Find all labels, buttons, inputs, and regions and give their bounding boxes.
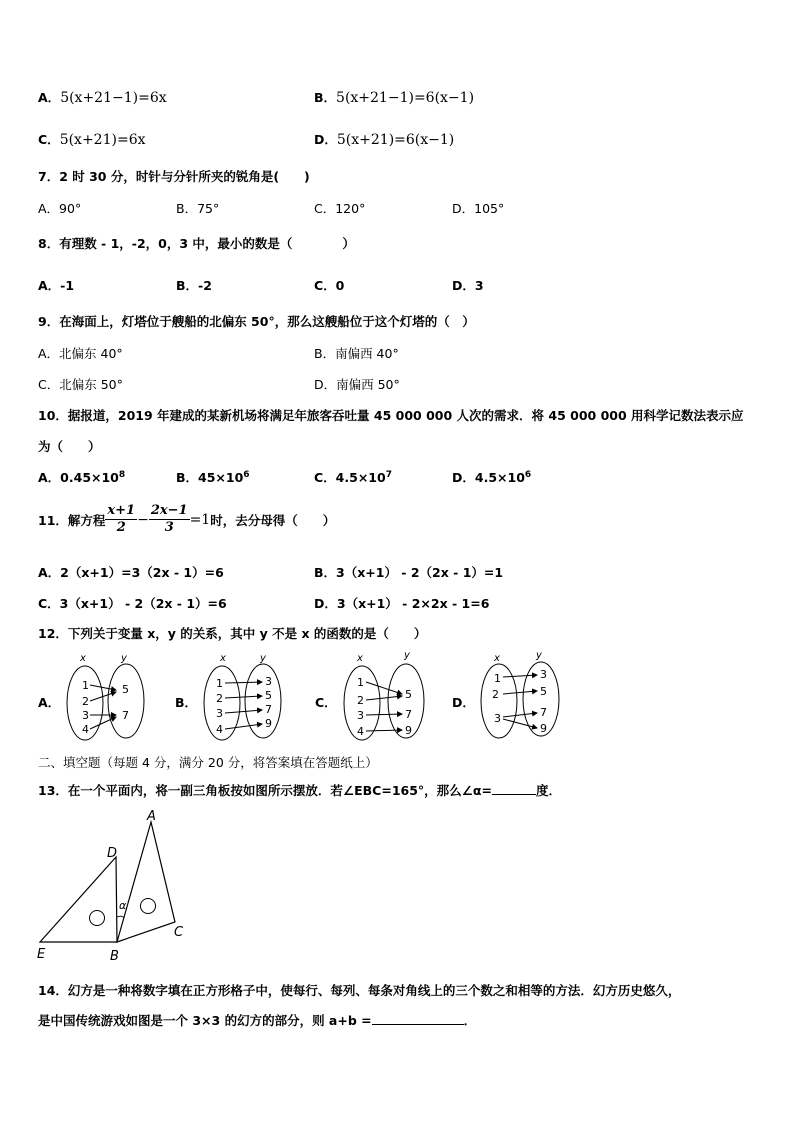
q12-option-d-label[interactable]: D． xyxy=(452,695,475,710)
q8-stem: 8．有理数 - 1，-2，0，3 中，最小的数是（ ） xyxy=(38,236,355,251)
option-label: C． xyxy=(38,132,60,147)
hole-circle xyxy=(90,911,105,926)
exponent: 7 xyxy=(385,469,392,480)
y-value: 3 xyxy=(265,675,272,688)
q13-triangle-figure xyxy=(30,805,210,965)
x-value: 1 xyxy=(494,672,501,685)
option-text: C．4.5×10 xyxy=(314,470,386,485)
y-value: 7 xyxy=(122,709,129,722)
q7-stem: 7．2 时 30 分，时针与分针所夹的锐角是( ) xyxy=(38,169,310,184)
q9-option-b[interactable]: B．南偏西 40° xyxy=(314,346,399,361)
x-value: 3 xyxy=(216,707,223,720)
q6-option-c[interactable] xyxy=(38,130,146,148)
y-value: 5 xyxy=(122,683,129,696)
hole-circle xyxy=(141,899,156,914)
x-value: 1 xyxy=(216,677,223,690)
x-value: 4 xyxy=(82,723,89,736)
option-text: A．0.45×10 xyxy=(38,470,119,485)
y-value: 3 xyxy=(540,668,547,681)
q9-stem: 9．在海面上，灯塔位于艘船的北偏东 50°，那么这艘船位于这个灯塔的（ ） xyxy=(38,314,475,329)
vertex-label-d: D xyxy=(107,846,118,861)
angle-arc xyxy=(117,916,124,918)
q12-option-c-label[interactable]: C． xyxy=(315,695,337,710)
q11-option-b[interactable]: B．3（x+1） - 2（2x - 1）=1 xyxy=(314,565,504,580)
y-value: 9 xyxy=(540,722,547,735)
angle-label-alpha: α xyxy=(119,899,127,912)
option-label: A． xyxy=(38,90,61,105)
vertex-label-e: E xyxy=(37,947,46,962)
triangle-abc xyxy=(117,822,175,942)
x-value: 3 xyxy=(357,709,364,722)
x-value: 4 xyxy=(357,725,364,738)
option-expression: 5(x+21)=6(x−1) xyxy=(336,132,455,148)
exponent: 6 xyxy=(524,469,532,480)
fraction-2 xyxy=(149,503,190,536)
exponent: 8 xyxy=(118,469,126,480)
y-value: 9 xyxy=(265,717,272,730)
vertex-label-c: C xyxy=(174,925,184,940)
q11-option-a[interactable]: A．2（x+1）=3（2x - 1）=6 xyxy=(38,565,224,580)
y-value: 7 xyxy=(540,706,547,719)
x-value: 3 xyxy=(494,712,501,725)
q10-stem-line1: 10．据报道，2019 年建成的某新机场将满足年旅客吞吐量 45 000 000 人次的需求．将 45 000 000 用科学记数法表示应 xyxy=(38,408,744,423)
answer-blank[interactable] xyxy=(492,794,536,795)
x-axis-label: x xyxy=(80,653,86,664)
q6-option-a[interactable] xyxy=(38,88,167,106)
q10-option-d[interactable] xyxy=(452,468,531,486)
q9-option-a[interactable]: A．北偏东 40° xyxy=(38,346,123,361)
x-axis-label: x xyxy=(357,653,363,664)
option-expression: 5(x+21−1)=6(x−1) xyxy=(336,90,475,106)
q13-stem xyxy=(38,781,561,799)
q12-diagram-d xyxy=(481,650,559,738)
q6-option-d[interactable] xyxy=(314,130,454,148)
y-value: 7 xyxy=(405,708,412,721)
q14-stem-line2 xyxy=(38,1011,476,1029)
q14-stem-line1: 14．幻方是一种将数字填在正方形格子中，使每行、每列、每条对角线上的三个数之和相等的方法．幻方历史悠久， xyxy=(38,983,681,998)
y-value: 5 xyxy=(405,688,412,701)
vertex-label-b: B xyxy=(110,949,119,964)
y-axis-label: y xyxy=(404,650,410,661)
q11-stem xyxy=(38,503,335,536)
x-value: 2 xyxy=(82,695,89,708)
q7-option-b[interactable]: B．75° xyxy=(176,201,220,216)
option-text: D．4.5×10 xyxy=(452,470,525,485)
q8-option-c[interactable]: C．0 xyxy=(314,278,345,293)
fraction-2-denominator: 3 xyxy=(164,520,174,535)
q13-stem-text: 13．在一个平面内，将一副三角板按如图所示摆放．若∠EBC=165°，那么∠α= xyxy=(38,783,492,798)
option-label: B． xyxy=(314,90,337,105)
q14-stem-text: 是中国传统游戏如图是一个 3×3 的幻方的部分，则 a+b = xyxy=(38,1013,372,1028)
fraction-1-denominator: 2 xyxy=(116,520,126,535)
y-value: 5 xyxy=(540,685,547,698)
q11-prefix: 11．解方程 xyxy=(38,512,106,528)
q12-diagram-a xyxy=(67,653,144,740)
vertex-label-a: A xyxy=(147,809,156,824)
y-axis-label: y xyxy=(536,650,542,661)
q13-stem-end: 度． xyxy=(535,783,561,798)
exponent: 6 xyxy=(243,469,250,480)
q14-stem-end: ． xyxy=(463,1013,477,1028)
x-value: 2 xyxy=(492,688,499,701)
q8-option-d[interactable]: D．3 xyxy=(452,278,484,293)
q9-option-d[interactable]: D．南偏西 50° xyxy=(314,377,400,392)
x-axis-label: x xyxy=(494,653,500,664)
q10-option-b[interactable] xyxy=(176,468,250,486)
q8-option-a[interactable]: A．-1 xyxy=(38,278,75,293)
q6-option-b[interactable] xyxy=(314,88,474,106)
x-value: 2 xyxy=(357,694,364,707)
option-label: D． xyxy=(314,132,337,147)
q8-option-b[interactable]: B．-2 xyxy=(176,278,212,293)
q7-option-a[interactable]: A．90° xyxy=(38,201,82,216)
q12-diagram-b xyxy=(204,653,281,740)
answer-blank[interactable] xyxy=(372,1024,464,1025)
q12-option-b-label[interactable]: B． xyxy=(175,695,198,710)
q10-option-c[interactable] xyxy=(314,468,392,486)
x-value: 3 xyxy=(82,709,89,722)
x-value: 1 xyxy=(82,679,89,692)
x-value: 2 xyxy=(216,692,223,705)
minus-sign: − xyxy=(137,511,149,528)
triangle-edb xyxy=(40,857,117,942)
y-value: 9 xyxy=(405,724,412,737)
q12-diagram-c xyxy=(344,650,424,740)
fraction-1-numerator: x+1 xyxy=(107,503,136,518)
q12-option-a-label[interactable]: A． xyxy=(38,695,61,710)
rhs: =1 xyxy=(189,511,211,528)
q11-option-c[interactable]: C．3（x+1） - 2（2x - 1）=6 xyxy=(38,596,227,611)
q10-stem-line2: 为（ ） xyxy=(38,439,101,454)
q12-stem: 12．下列关于变量 x，y 的关系，其中 y 不是 x 的函数的是（ ） xyxy=(38,626,427,641)
fraction-2-numerator: 2x−1 xyxy=(150,503,188,518)
q9-option-c[interactable]: C．北偏东 50° xyxy=(38,377,123,392)
option-expression: 5(x+21)=6x xyxy=(59,132,146,148)
option-text: B．45×10 xyxy=(176,470,244,485)
x-value: 4 xyxy=(216,723,223,736)
option-expression: 5(x+21−1)=6x xyxy=(60,90,167,106)
fraction-1 xyxy=(105,503,137,536)
q12-mapping-diagrams xyxy=(0,648,794,748)
x-axis-label: x xyxy=(220,653,226,664)
section-heading: 二、填空题（每题 4 分，满分 20 分，将答案填在答题纸上） xyxy=(38,755,378,770)
y-value: 5 xyxy=(265,689,272,702)
q11-suffix: 时，去分母得（ ） xyxy=(210,512,336,528)
x-value: 1 xyxy=(357,676,364,689)
q10-option-a[interactable] xyxy=(38,468,125,486)
y-axis-label: y xyxy=(260,653,266,664)
q7-option-c[interactable]: C．120° xyxy=(314,201,366,216)
q11-option-d[interactable]: D．3（x+1） - 2×2x - 1=6 xyxy=(314,596,490,611)
y-axis-label: y xyxy=(121,653,127,664)
y-value: 7 xyxy=(265,703,272,716)
q7-option-d[interactable]: D．105° xyxy=(452,201,505,216)
